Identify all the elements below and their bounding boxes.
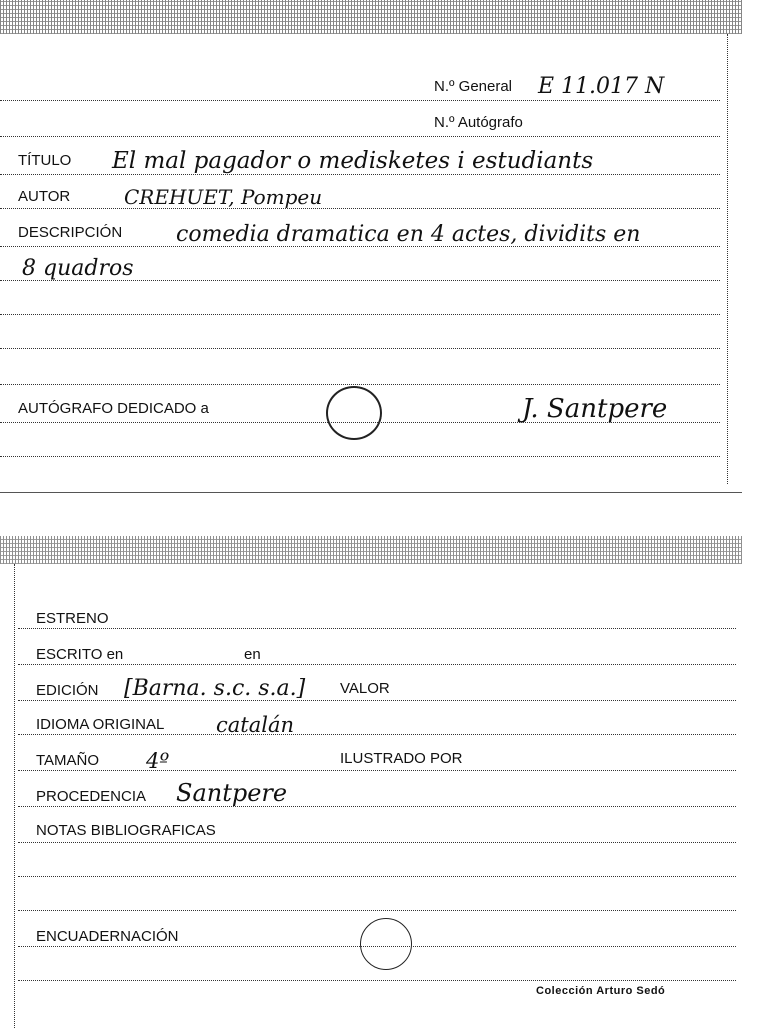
rule [0,280,720,281]
catalog-card-back [0,536,742,1028]
escrito-en-label: en [244,646,261,663]
rule [0,422,720,423]
descripcion-value-line1: comedia dramatica en 4 actes, dividits en [176,222,641,247]
rule [18,700,736,701]
procedencia-value: Santpere [176,779,288,807]
rule [18,664,736,665]
stamp-circle [326,386,382,440]
numero-general-label: N.º General [434,78,513,95]
autor-value: CREHUET, Pompeu [124,185,323,209]
numero-general-value: E 11.017 N [538,74,665,99]
rule [18,910,736,911]
notas-label: NOTAS BIBLIOGRAFICAS [36,822,216,839]
rule [0,208,720,209]
titulo-value: El mal pagador o medisketes i estudiants [112,148,594,174]
rule [18,946,736,947]
procedencia-label: PROCEDENCIA [36,788,147,805]
rule [0,246,720,247]
rule [18,980,736,981]
titulo-label: TÍTULO [18,152,72,169]
rule [0,348,720,349]
autor-label: AUTOR [18,188,71,205]
autografo-dedicado-label: AUTÓGRAFO DEDICADO a [18,400,209,417]
rule [0,314,720,315]
descripcion-value-line2: 8 quadros [22,256,134,281]
rule [18,876,736,877]
tamano-value: 4º [146,749,170,773]
valor-label: VALOR [340,680,390,697]
rule [0,174,720,175]
rule [18,842,736,843]
coleccion-stamp: Colección Arturo Sedó [536,985,666,997]
rule [0,456,720,457]
scan-noise-top [0,536,742,564]
encuadernacion-label: ENCUADERNACIÓN [36,928,179,945]
idioma-value: catalán [216,713,295,737]
ilustrado-label: ILUSTRADO POR [340,750,463,767]
autografo-dedicado-value: J. Santpere [522,394,668,424]
stamp-circle [360,918,412,970]
rule [18,770,736,771]
rule [18,806,736,807]
catalog-card-front [0,0,742,493]
idioma-label: IDIOMA ORIGINAL [36,716,165,733]
scan-noise-top [0,0,742,34]
edicion-label: EDICIÓN [36,682,99,699]
card-edge-right [727,34,728,484]
edicion-value: [Barna. s.c. s.a.] [124,676,306,701]
rule [0,384,720,385]
numero-autografo-label: N.º Autógrafo [434,114,523,131]
rule [18,628,736,629]
estreno-label: ESTRENO [36,610,109,627]
rule [18,734,736,735]
rule [0,136,720,137]
rule [0,100,720,101]
escrito-label: ESCRITO en [36,646,124,663]
descripcion-label: DESCRIPCIÓN [18,224,123,241]
card-edge-left [14,564,15,1028]
tamano-label: TAMAÑO [36,752,100,769]
